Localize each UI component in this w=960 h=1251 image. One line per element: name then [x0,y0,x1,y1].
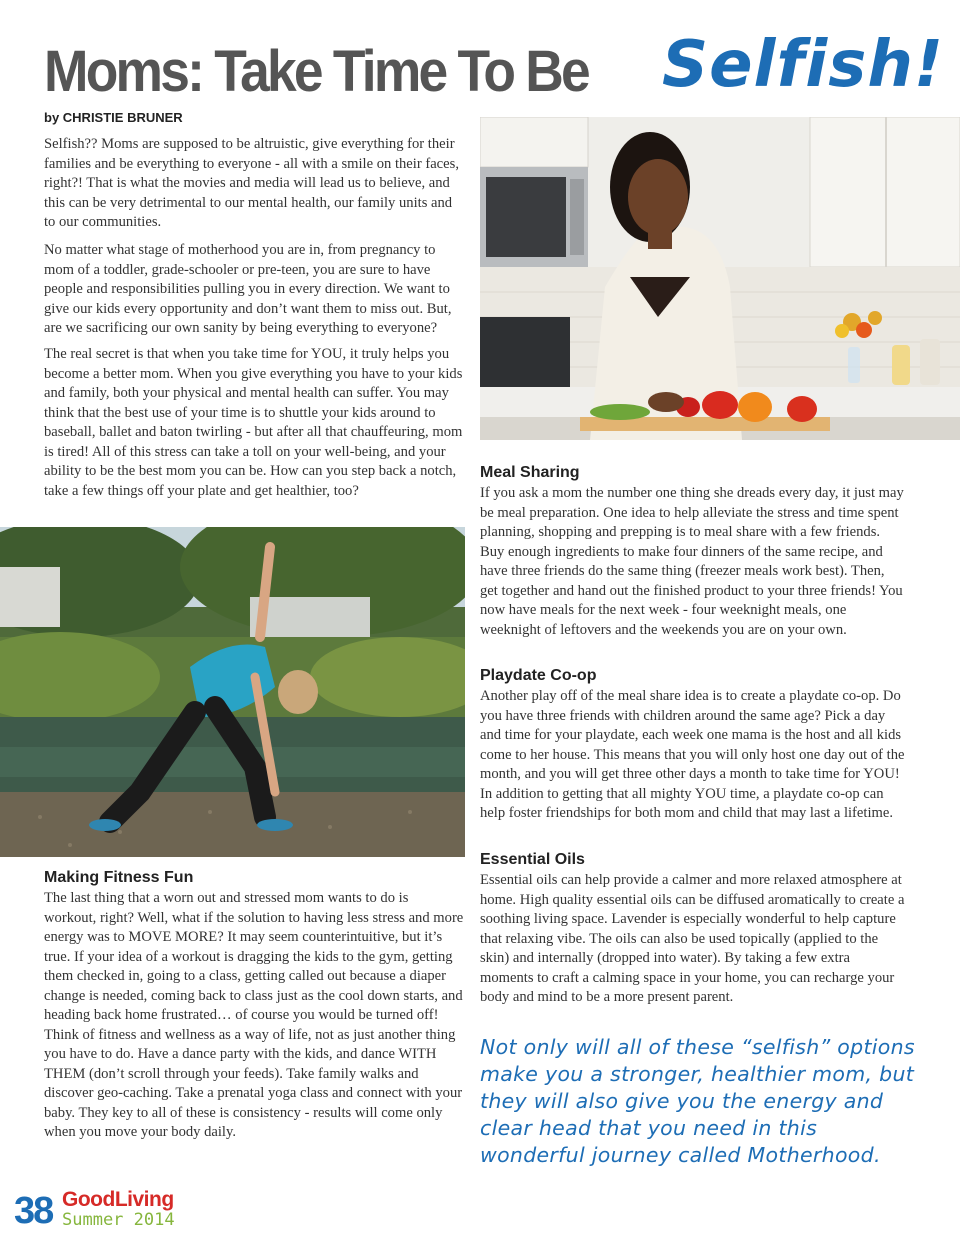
headline-accent: Selfish! [662,28,945,102]
pull-quote: Not only will all of these “selfish” options make you a stronger, healthier mom, but they will also give you the energy and clear head that you need in this wonderful journey called Motherhood. [480,1035,915,1167]
page-number: 38 [14,1190,53,1232]
intro-paragraph-2: No matter what stage of motherhood you are in, from pregnancy to mom of a toddler, grade-schooler or pre-teen, you are sure to have people and responsibilities pulling you in every direction. We want to give our kids every opportunity and don’t want them to miss out. But, are we sacrificing our own sanity by being everything to everyone? [44,242,452,336]
page-footer [14,1188,234,1238]
playdate-coop-body: Another play off of the meal share idea is to create a playdate co-op. Do you have three friends with children around the same age? Pick a day and time for your playdate, each week one mama is the host and all kids come to her house. This means that you will only host one day out of the month, and you will get three other days a month to take time for YOU! In addition to getting that all mighty YOU time, a playdate co-op can help foster friendships for both mom and child that may last a lifetime. [480,688,905,821]
essential-oils-body: Essential oils can help provide a calmer and more relaxed atmosphere at home. High quality essential oils can be diffused aromatically to create a soothing living space. Lavender is especially wonderful to help capture that relaxing vibe. The oils can also be used topically (applied to the skin) and internally (dropped into water). By taking a few extra moments to craft a calming space in your home, you can recharge your body and mind to be a more present parent. [480,872,905,1005]
heading-making-fitness-fun: Making Fitness Fun [44,869,194,886]
intro-paragraph-3: The real secret is that when you take time for YOU, it truly helps you become a better mom. When you give everything you have to your kids and family, both your physical and mental health can suffer. You may think that the best use of your time is to shuttle your kids around to baseball, ballet and baton twirling - but after all that chauffeuring, mom is tired! All of this stress can take a toll on your well-being, and your ability to be the best mom you can be. How can you step back a notch, take a few things off your plate and get healthier, too? [44,346,463,499]
heading-meal-sharing: Meal Sharing [480,464,580,481]
heading-essential-oils: Essential Oils [480,851,585,868]
magazine-brand: GoodLiving [62,1188,174,1211]
magazine-issue: Summer 2014 [62,1210,175,1230]
kitchen-photo [480,117,960,440]
intro-paragraph-1: Selfish?? Moms are supposed to be altruistic, give everything for their families and be everything to everyone - all with a smile on their faces, right?! That is what the movies and media will lead us to believe, and this can be very detrimental to our mental health, our family units and to our communities. [44,136,459,230]
article-headline [44,28,944,118]
headline-main: Moms: Take Time To Be [44,39,588,104]
yoga-photo [0,527,465,857]
making-fitness-fun-body: The last thing that a worn out and stressed mom wants to do is workout, right? Well, what if the solution to having less stress and more energy was to MOVE MORE? It may seem counterintuitive, but it’s true. If your idea of a workout is dragging the kids to the gym, getting them checked in, going to a class, getting called out because a diaper change is needed, coming back to class just as the cool down starts, and heading back home frustrated… of course you would be turned off! Think of fitness and wellness as a way of life, not as just another thing you have to do. Have a dance party with the kids, and dance WITH THEM (don’t scroll through your feeds). Take family walks and discover geo-caching. Take a prenatal yoga class and connect with your baby. They key to all of these is consistency - results will come only when you move your body daily. [44,890,464,1140]
byline: by CHRISTIE BRUNER [44,110,183,125]
heading-playdate-coop: Playdate Co-op [480,667,597,684]
meal-sharing-body: If you ask a mom the number one thing she dreads every day, it just may be meal preparation. One idea to help alleviate the stress and time spent planning, shopping and prepping is to meal share with a few friends. Buy enough ingredients to make four dinners of the same recipe, and have three friends do the same thing (freezer meals work best). Then, get together and hand out the finished product to your three friends! You now have meals for the next week - four weeknight meals, one weeknight of leftovers and the weekends you are on your own. [480,485,904,638]
